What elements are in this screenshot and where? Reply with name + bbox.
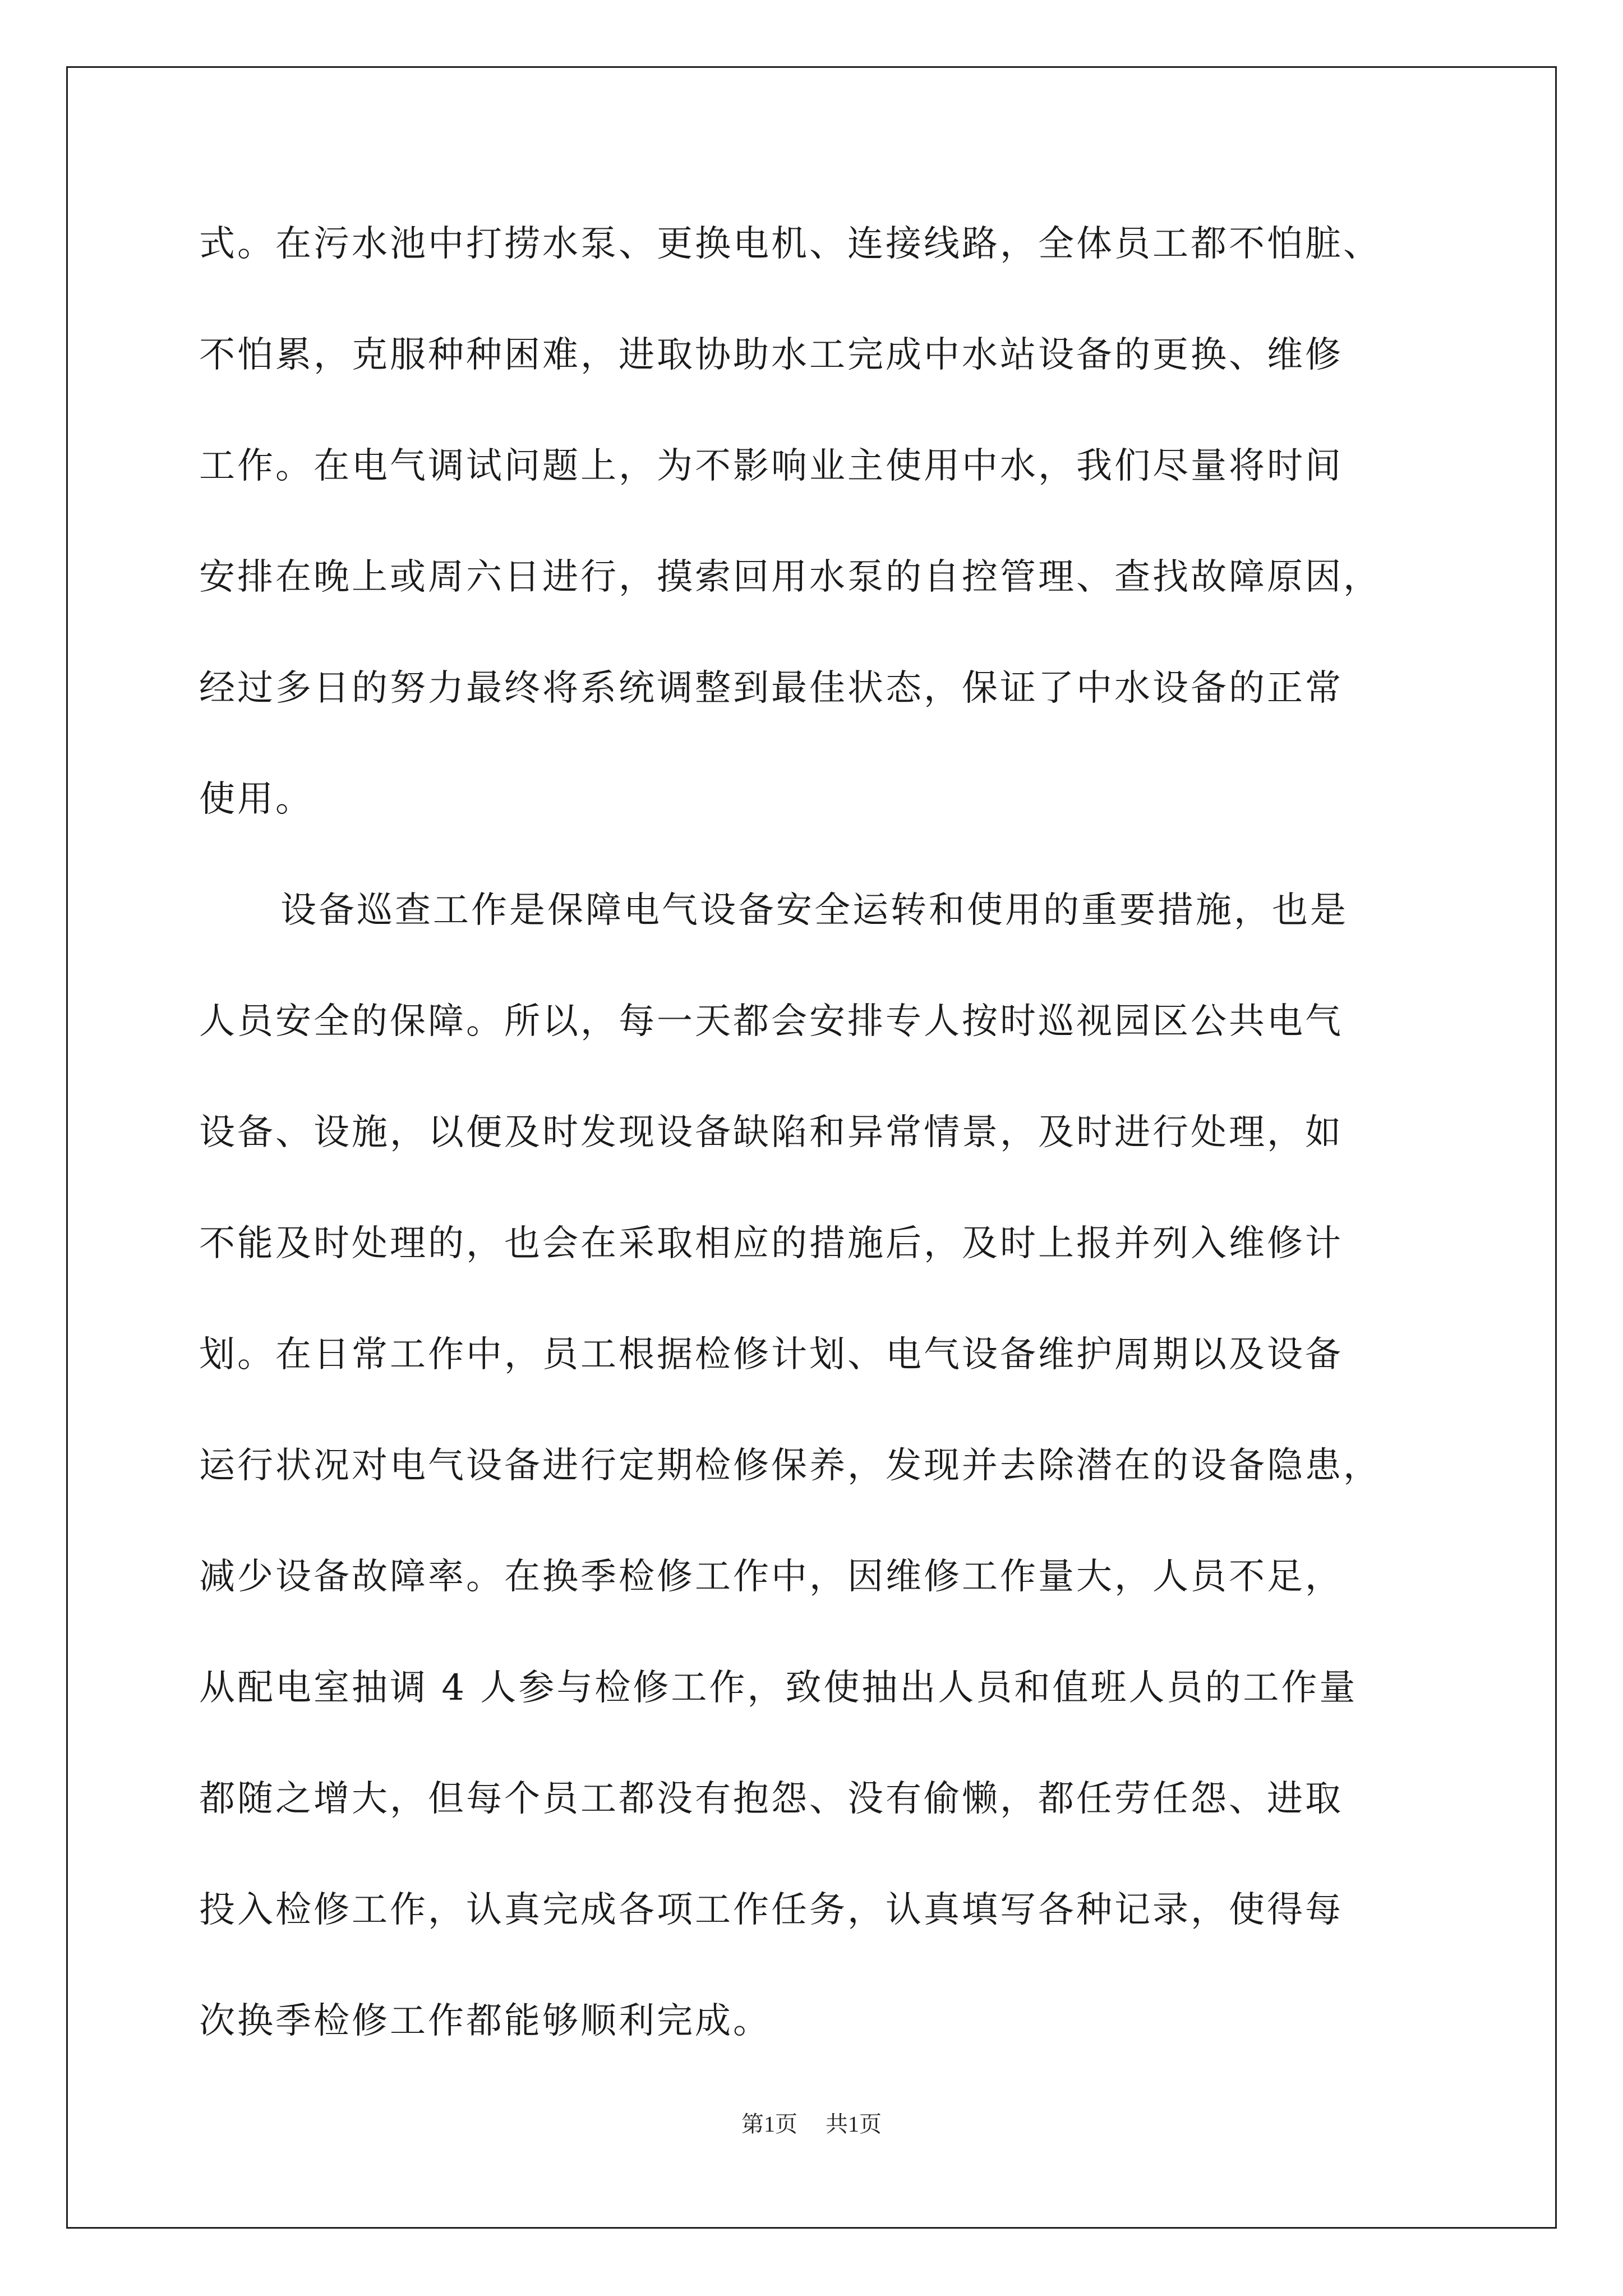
text-line-4: 安排在晚上或周六日进行，摸索回用水泵的自控管理、查找故障原因， (199, 556, 1381, 598)
paragraph-start-line: 设备巡查工作是保障电气设备安全运转和使用的重要措施，也是 (280, 890, 1348, 931)
text-line-17: 次换季检修工作都能够顺利完成。 (199, 2000, 771, 2042)
text-line-13: 减少设备故障率。在换季检修工作中，因维修工作量大，人员不足， (199, 1556, 1343, 1598)
text-line-9: 设备、设施，以便及时发现设备缺陷和异常情景，及时进行处理，如 (199, 1112, 1343, 1153)
text-line-16: 投入检修工作，认真完成各项工作任务，认真填写各种记录，使得每 (199, 1889, 1343, 1931)
text-line-1: 式。在污水池中打捞水泵、更换电机、连接线路，全体员工都不怕脏、 (199, 223, 1381, 265)
text-line-15: 都随之增大，但每个员工都没有抱怨、没有偷懒，都任劳任怨、进取 (199, 1778, 1343, 1820)
text-line-2: 不怕累，克服种种困难，进取协助水工完成中水站设备的更换、维修 (199, 334, 1343, 376)
page-footer (0, 2106, 1623, 2138)
text-line-11: 划。在日常工作中，员工根据检修计划、电气设备维护周期以及设备 (199, 1334, 1343, 1375)
text-line-14: 从配电室抽调 4 人参与检修工作，致使抽出人员和值班人员的工作量 (199, 1667, 1358, 1709)
document-body (199, 208, 1461, 2096)
text-line-12: 运行状况对电气设备进行定期检修保养，发现并去除潜在的设备隐患， (199, 1445, 1381, 1487)
page-total: 共1页 (826, 2111, 882, 2137)
text-line-6: 使用。 (199, 779, 313, 820)
page-number: 第1页 (741, 2111, 797, 2137)
text-line-10: 不能及时处理的，也会在采取相应的措施后，及时上报并列入维修计 (199, 1223, 1343, 1264)
text-line-8: 人员安全的保障。所以，每一天都会安排专人按时巡视园区公共电气 (199, 1001, 1343, 1042)
text-line-5: 经过多日的努力最终将系统调整到最佳状态，保证了中水设备的正常 (199, 668, 1343, 709)
text-line-3: 工作。在电气调试问题上，为不影响业主使用中水，我们尽量将时间 (199, 445, 1343, 487)
